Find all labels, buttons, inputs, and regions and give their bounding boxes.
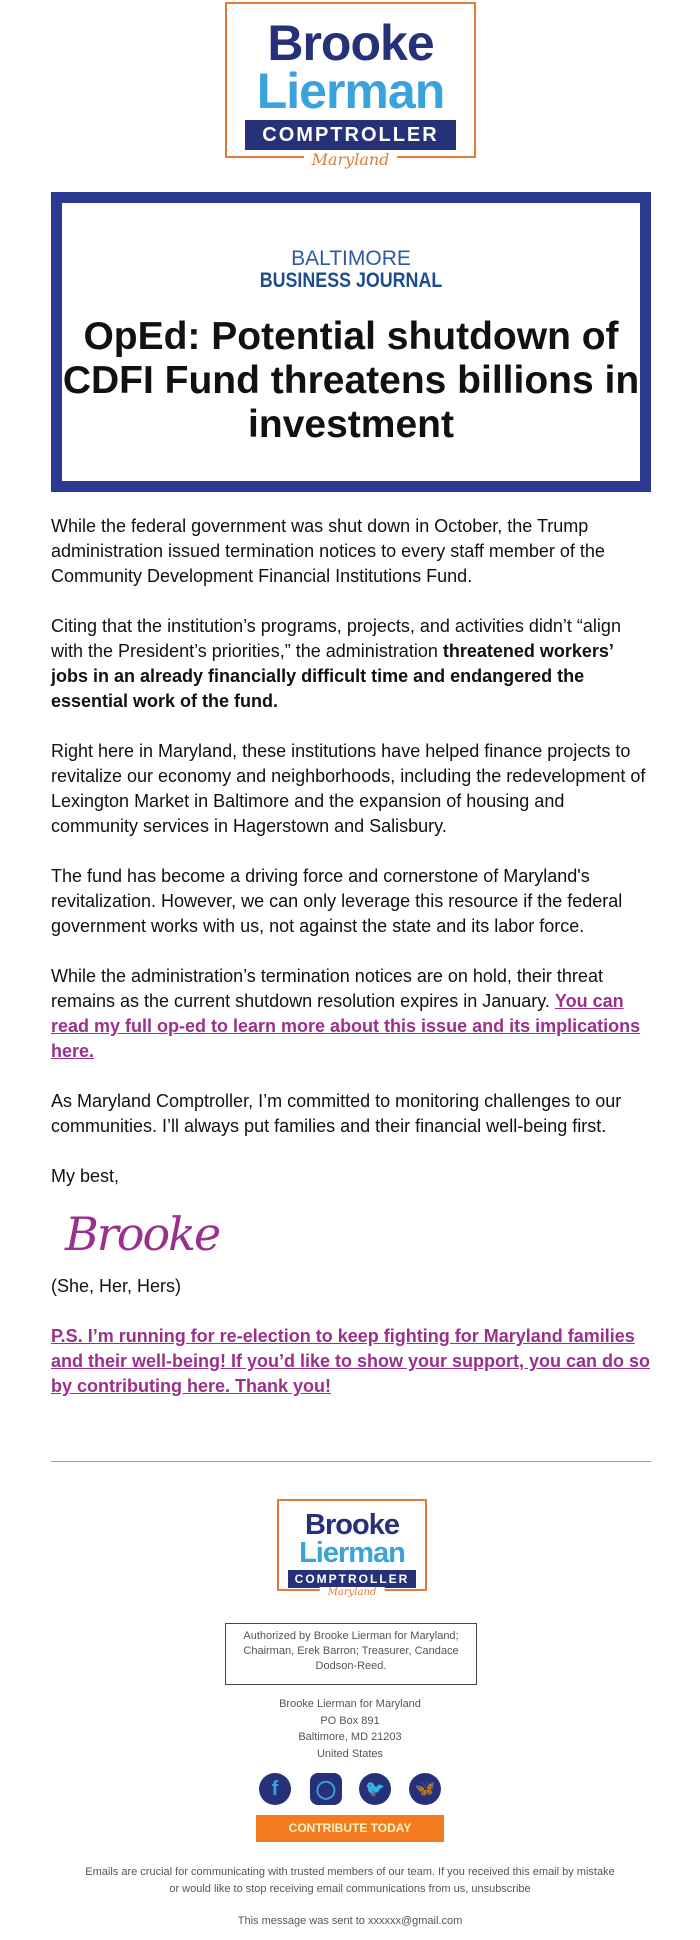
paragraph — [51, 614, 651, 714]
header-logo — [225, 2, 476, 169]
closing: My best, — [51, 1166, 120, 1186]
paragraph — [51, 964, 651, 1064]
address-line: PO Box 891 — [320, 1714, 380, 1727]
mailing-address — [0, 1696, 700, 1762]
sent-to-notice: This message was sent to xxxxxx@gmail.com — [237, 1915, 463, 1927]
instagram-icon[interactable]: ◯ — [310, 1773, 342, 1805]
publication-name-line1: BALTIMORE — [291, 247, 411, 270]
oped-banner[interactable] — [51, 192, 651, 492]
banner-headline: OpEd: Potential shutdown of CDFI Fund threatens billions in investment — [62, 315, 640, 446]
paragraph-text: While the administration’s termination notices are on hold, their threat remains as the current shutdown resolution expires in January. — [51, 966, 603, 1011]
bluesky-icon[interactable]: 🦋 — [409, 1773, 441, 1805]
footer-logo — [277, 1499, 427, 1598]
logo-last-name: Lierman — [299, 1537, 405, 1569]
address-line: Brooke Lierman for Maryland — [279, 1698, 421, 1710]
paragraph-bold-text: threatened workers’ jobs in an already financially difficult time and endangered the essential work of the fund. — [51, 641, 613, 711]
twitter-icon[interactable]: 🐦 — [359, 1773, 391, 1805]
email-body — [51, 514, 651, 1424]
logo-office: COMPTROLLER — [245, 120, 456, 150]
logo-last-name: Lierman — [256, 63, 445, 119]
address-line: United States — [316, 1747, 384, 1760]
contribute-link[interactable]: P.S. I’m running for re-election to keep fighting for Maryland families and their well-being! If you’d like to show your support, you can do so by contributing here. Thank you! — [51, 1326, 651, 1396]
address-line: Baltimore, MD 21203 — [298, 1731, 402, 1743]
signature: Brooke — [65, 1207, 220, 1261]
facebook-icon[interactable]: f — [259, 1773, 291, 1805]
pronouns: (She, Her, Hers) — [51, 1276, 182, 1296]
paragraph: While the federal government was shut down in October, the Trump administration issued termination notices to every staff member of the Community Development Financial Institutions Fund. — [51, 516, 605, 586]
publication-name-line2: BUSINESS JOURNAL — [259, 269, 443, 292]
divider — [51, 1461, 651, 1462]
logo-first-name: Brooke — [305, 1509, 399, 1541]
contribute-today-button[interactable]: CONTRIBUTE TODAY — [256, 1815, 444, 1842]
authorization-disclaimer: Authorized by Brooke Lierman for Maryland; Chairman, Erek Barron; Treasurer, Candace Dodson-Reed. — [225, 1623, 477, 1685]
logo-state: Maryland — [320, 1587, 385, 1598]
logo-first-name: Brooke — [267, 15, 434, 71]
paragraph-text: Citing that the institution’s programs, projects, and activities didn’t “align with the President’s priorities,” the administration — [51, 616, 621, 661]
paragraph: As Maryland Comptroller, I’m committed to monitoring challenges to our communities. I’ll always put families and their financial well-being first. — [51, 1091, 622, 1136]
unsubscribe-notice[interactable]: Emails are crucial for communicating with trusted members of our team. If you received this email by mistake or would like to stop receiving email communications from us, unsubscribe — [85, 1866, 615, 1895]
logo-office: COMPTROLLER — [288, 1570, 416, 1588]
paragraph: The fund has become a driving force and cornerstone of Maryland's revitalization. However, we can only leverage this resource if the federal government works with us, not against the state and its labor force. — [51, 866, 623, 936]
paragraph: Right here in Maryland, these institutions have helped finance projects to revitalize our economy and neighborhoods, including the redevelopment of Lexington Market in Baltimore and the expansion of housing and community services in Hagerstown and Salisbury. — [51, 741, 646, 836]
logo-state: Maryland — [304, 150, 398, 169]
oped-link[interactable]: You can read my full op-ed to learn more about this issue and its implications here. — [51, 991, 641, 1061]
